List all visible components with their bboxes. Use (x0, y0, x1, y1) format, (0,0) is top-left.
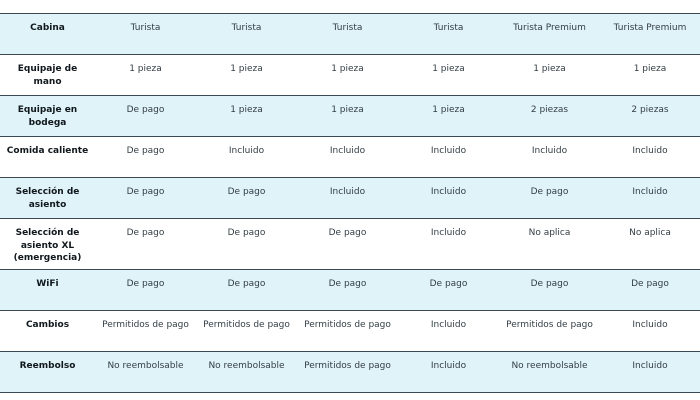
table-row (0, 270, 700, 311)
table-cell: Incluido (632, 187, 668, 197)
table-cell: Incluido (329, 187, 366, 197)
table-cell: 1 pieza (331, 64, 364, 74)
table-cell: Incluido (430, 146, 467, 156)
table-cell: Incluido (430, 320, 467, 330)
row-label: Selección de asiento XL (emergencia) (13, 228, 82, 263)
row-label: Selección de asiento (15, 187, 80, 210)
table-cell: De pago (328, 279, 367, 289)
table-cell: No reembolsable (511, 361, 588, 371)
table-cell: De pago (126, 105, 165, 115)
table-cell: De pago (631, 279, 669, 289)
row-label: Reembolso (19, 361, 76, 371)
table-row (0, 55, 700, 96)
table-cell: Turista Premium (513, 23, 586, 33)
table-cell: 1 pieza (432, 64, 465, 74)
table-cell: 1 pieza (230, 105, 263, 115)
table-cell: De pago (126, 279, 165, 289)
table-cell: De pago (328, 228, 367, 238)
row-label: Cambios (25, 320, 70, 330)
table-cell: De pago (429, 279, 468, 289)
fare-comparison-table (0, 13, 700, 393)
table-cell: 1 pieza (129, 64, 162, 74)
table-row (0, 311, 700, 352)
table-cell: De pago (227, 228, 266, 238)
table-cell: Permitidos de pago (506, 320, 593, 330)
table-row (0, 96, 700, 137)
table-row (0, 178, 700, 219)
table-cell: 2 piezas (631, 105, 669, 115)
table-cell: Incluido (430, 228, 467, 238)
row-label: Comida caliente (6, 146, 89, 156)
table-cell: Turista (231, 23, 262, 33)
table-cell: Incluido (632, 146, 668, 156)
table-cell: Incluido (329, 146, 366, 156)
header-fragment-promocional (505, 0, 605, 5)
table-cell: 1 pieza (331, 105, 364, 115)
table-cell: 1 pieza (533, 64, 566, 74)
table-row (0, 14, 700, 55)
table-cell: Turista Premium (613, 23, 687, 33)
table-cell: De pago (530, 279, 569, 289)
table-cell: Incluido (228, 146, 265, 156)
table-cell: Permitidos de pago (102, 320, 189, 330)
table-cell: Incluido (430, 187, 467, 197)
table-cell: Permitidos de pago (203, 320, 290, 330)
table-cell: Permitidos de pago (304, 320, 391, 330)
table-cell: 1 pieza (633, 64, 667, 74)
table-cell: No reembolsable (107, 361, 184, 371)
table-cell: Turista (332, 23, 363, 33)
table-cell: 2 piezas (530, 105, 569, 115)
row-label: Cabina (30, 23, 65, 33)
header-fragment-flexible (606, 0, 700, 5)
table-cell: De pago (227, 187, 266, 197)
table-cell: De pago (126, 228, 165, 238)
table-cell: No reembolsable (208, 361, 285, 371)
table-cell: No aplica (629, 228, 671, 238)
table-cell: Turista (433, 23, 464, 33)
row-label: Equipaje de mano (17, 64, 78, 87)
table-cell: Incluido (430, 361, 467, 371)
table-cell: De pago (126, 187, 165, 197)
table-cell: Turista (130, 23, 161, 33)
table-row (0, 137, 700, 178)
table-cell: Incluido (632, 361, 668, 371)
table-cell: Incluido (531, 146, 568, 156)
table-cell: Incluido (632, 320, 668, 330)
table-cell: 1 pieza (230, 64, 263, 74)
table-row (0, 219, 700, 270)
table-cell: No aplica (528, 228, 571, 238)
table-cell: De pago (530, 187, 569, 197)
table-cell: De pago (227, 279, 266, 289)
row-label: Equipaje en bodega (17, 105, 78, 128)
row-label: WiFi (36, 279, 59, 289)
table-cell: 1 pieza (432, 105, 465, 115)
table-row (0, 352, 700, 393)
table-cell: Permitidos de pago (304, 361, 391, 371)
table-cell: De pago (126, 146, 165, 156)
